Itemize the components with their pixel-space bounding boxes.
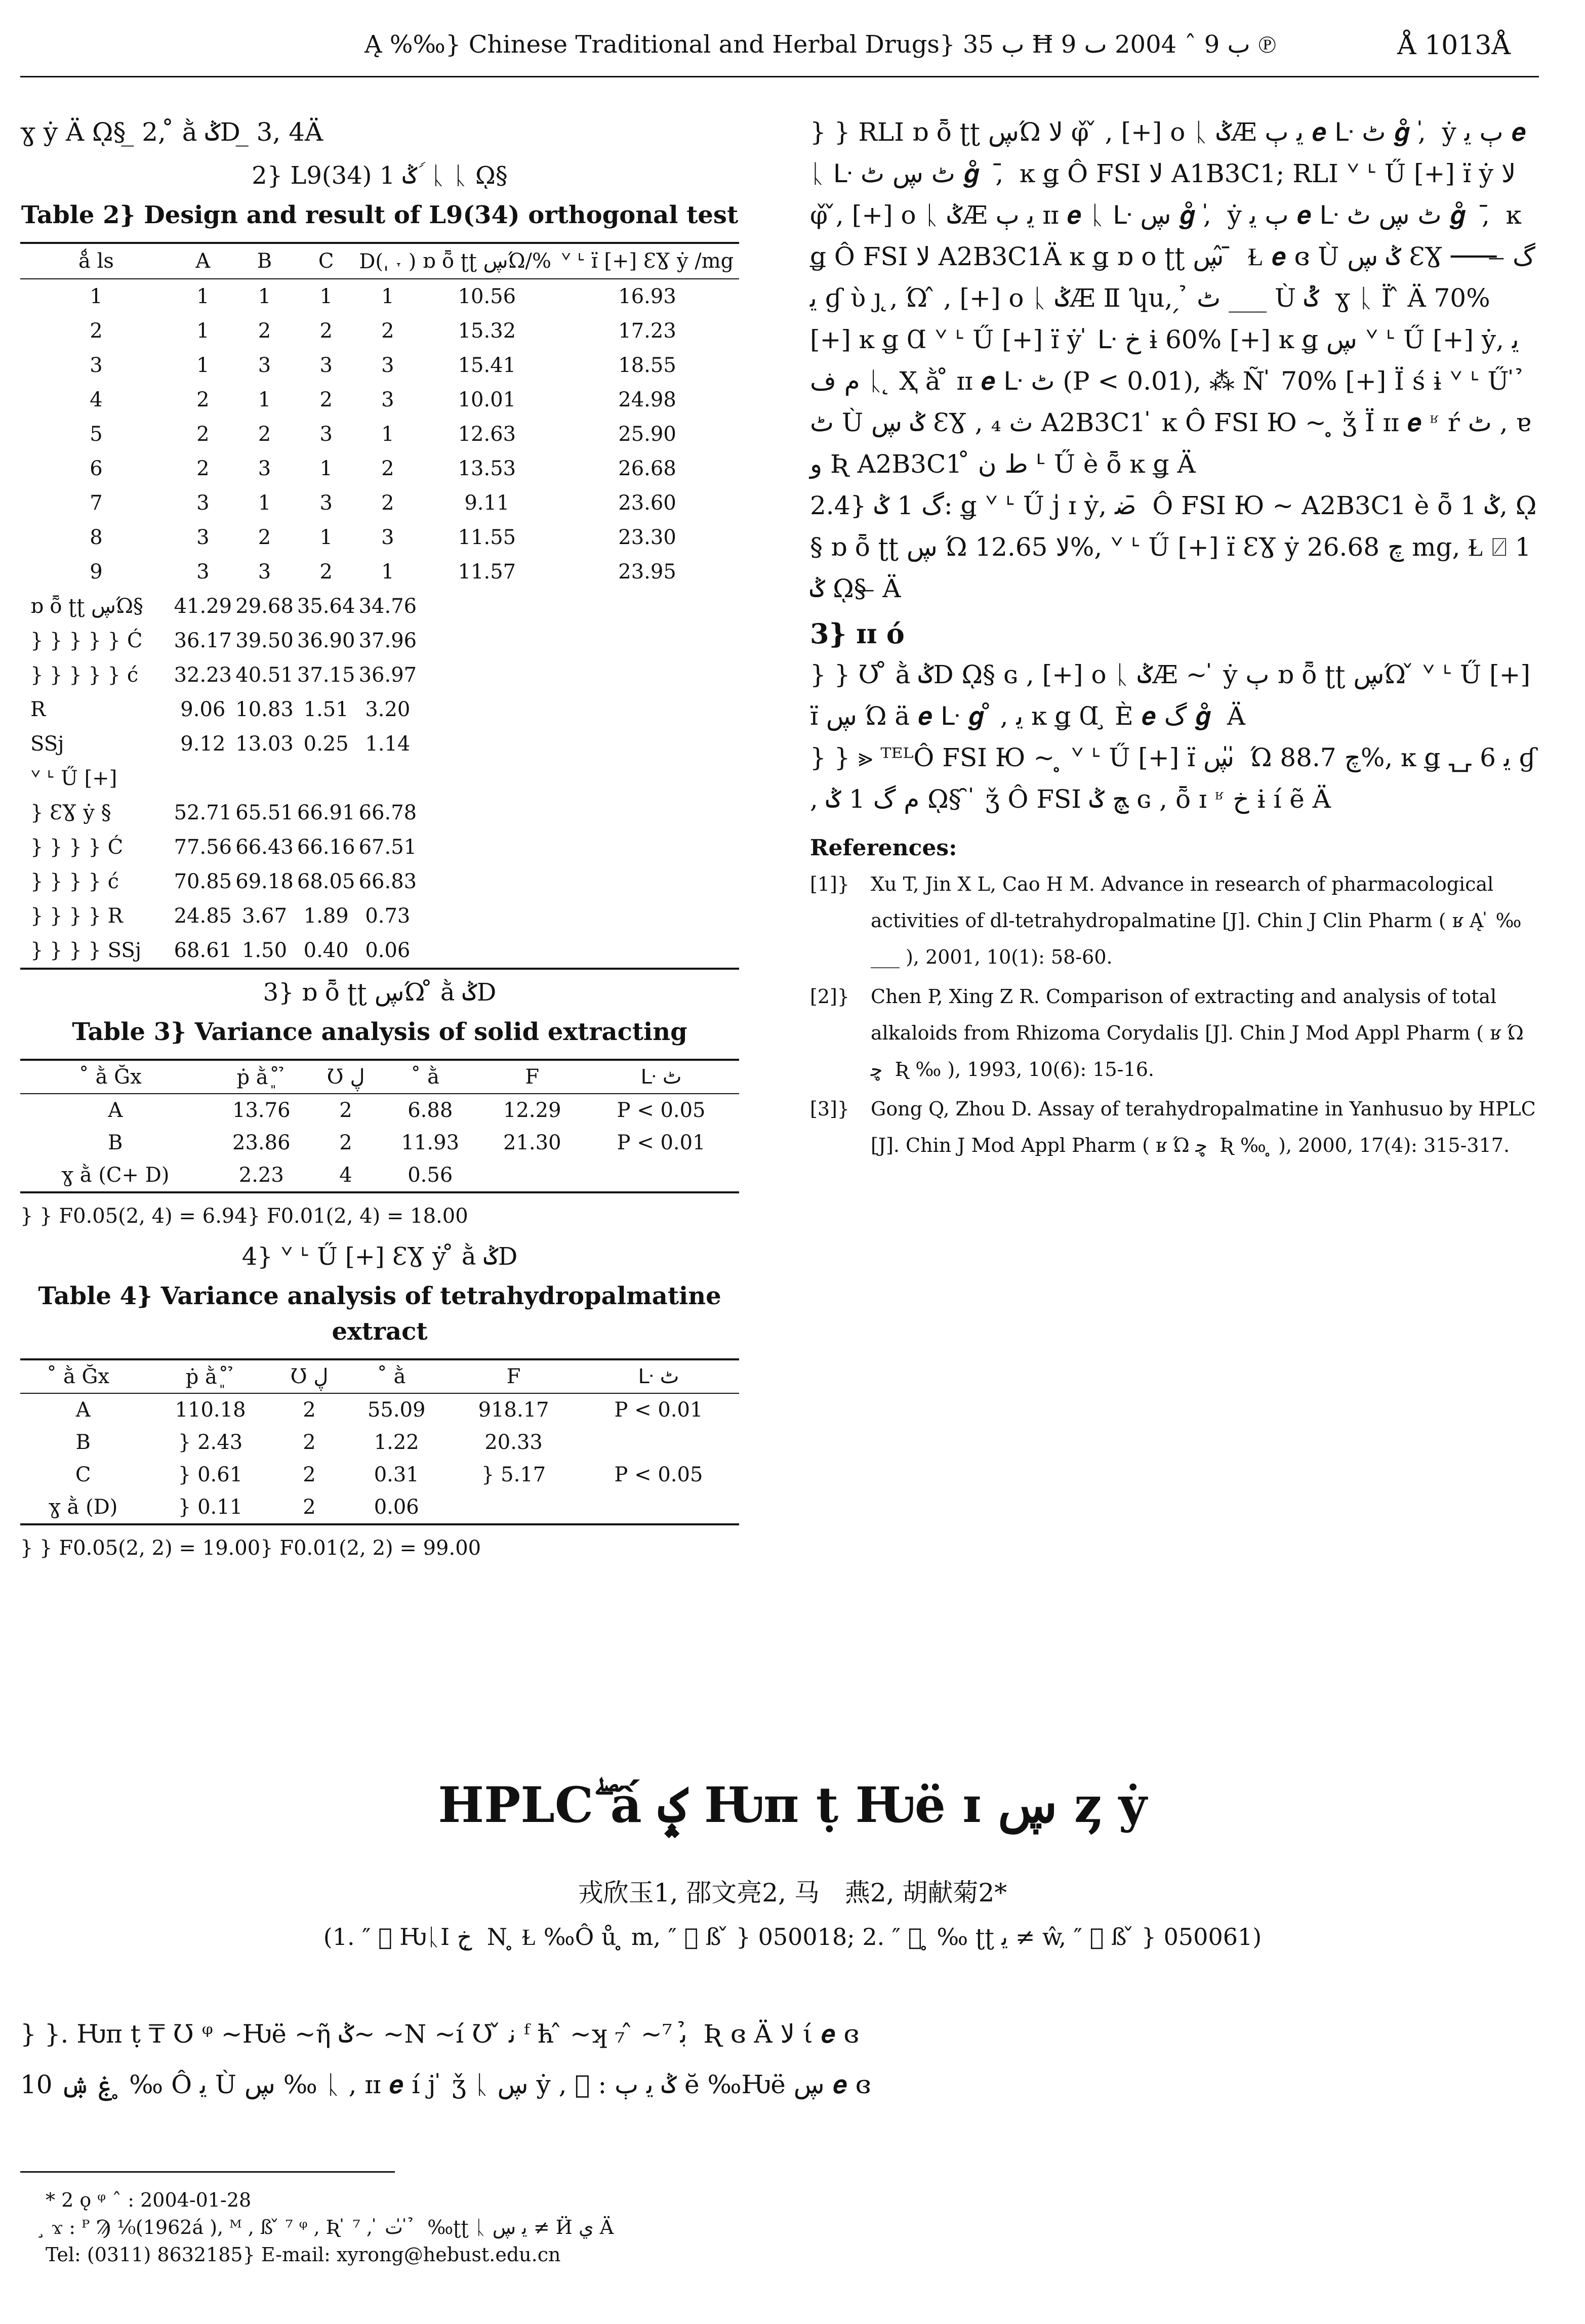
table-cell: 1	[381, 285, 394, 308]
table-cell: 4	[90, 388, 103, 411]
table-cell: 6.88	[408, 1099, 453, 1122]
reference-number: [1]}	[810, 873, 850, 895]
table-cell: 21.30	[503, 1131, 561, 1154]
table-row	[20, 1426, 739, 1459]
table2-header-cell: C	[295, 243, 357, 279]
table-cell: 1	[90, 285, 103, 308]
table-cell: 66.78	[358, 801, 417, 824]
table-row	[20, 761, 739, 796]
reference-item	[810, 866, 1539, 975]
table-cell: 2	[90, 319, 103, 343]
table-row	[20, 1459, 739, 1491]
table-cell	[295, 761, 357, 796]
table-cell: A	[75, 1398, 91, 1422]
table-cell: 77.56	[174, 836, 232, 859]
table-cell	[555, 727, 739, 761]
table-row	[20, 692, 739, 727]
table-cell: 10.56	[458, 285, 516, 308]
table-cell: 18.55	[618, 354, 676, 377]
table-row	[20, 796, 739, 830]
table-cell	[419, 933, 555, 969]
table-row	[20, 520, 739, 555]
table-cell: 1	[196, 285, 210, 308]
table-cell: } } } } R	[30, 904, 123, 928]
journal-name: Ą %‰} Chinese Traditional and Herbal Drugs} ب 35 Ħ ب 9 ˆ 2004 ٮ 9 ℗	[364, 30, 1277, 59]
table-row	[20, 314, 739, 348]
table-cell: 66.16	[297, 836, 355, 859]
table-cell	[419, 727, 555, 761]
table-cell	[578, 1426, 739, 1459]
table-cell: 8	[90, 526, 103, 549]
right-column	[810, 111, 1539, 1167]
article-affiliation: (1. ″ ⃞ ǶᚳΙ ﺥ ̨ Ν ̥ Ɫ ‰Ô ů ̥ m, ″ ⃞ ß ̌ } 050018; 2. ″ ⃞ ̥ ‰ ʈʈ ﻳ ≠ ŵ, ″ ⃞ ß ̌ } 050061)	[323, 1923, 1262, 1950]
body-paragraph: } } Ʊ ̊ ằ ݣD ῼ§ ɢ , [+] ο ᚳ ݣÆ ~ ̍ ẏ ٻ ɒ ȭ ʈʈ ڛΏ ̌ ᘁ ᒻ Ű [+] ɪ̈ ڛ Ώ ä 𝒆 ᒷ 𝒈 ̊ , ﻳ ĸ ǥ Ɑ ̧ È 𝒆 ﮒ 𝒈 ̊ Ä	[810, 660, 1530, 731]
table-cell: 1	[258, 285, 271, 308]
table3-header-cell: ṗ ằ ͈ ̊ ̉	[211, 1060, 313, 1094]
table-cell: SSj	[30, 732, 64, 756]
table-cell: 1	[381, 560, 394, 584]
table-cell: 2	[339, 1099, 352, 1122]
table-cell: 3	[381, 526, 394, 549]
table-cell	[555, 796, 739, 830]
table-cell: 1.51	[303, 698, 349, 721]
table-cell: 0.06	[344, 1491, 449, 1524]
table-cell: 3	[258, 457, 271, 480]
table-cell: 23.86	[232, 1131, 291, 1154]
table-cell	[419, 658, 555, 692]
table-cell: 1	[196, 319, 210, 343]
table-cell: P < 0.05	[614, 1463, 703, 1486]
table-cell: 2	[381, 319, 394, 343]
footnote-author: ̧ ϫ : ᴾ Ϡ ⅟₀(1962á ), ᴹ , ß ̌ ⁷ ᵠ , Ʀ ̍ ⁷ , ̍ ﺕ ̍ ̍ ̉ ‰ʈʈ ᚳ ﻳ ڛ ≠ Ӥ ﻱ Ä	[46, 2216, 614, 2238]
article-title: HPLCۖ ấ ݤ Ƕπ ṭ Ƕë ɪ ڛ ȥ ẏ	[438, 1776, 1147, 1834]
table-cell: 15.41	[458, 354, 516, 377]
table4-header-cell: Ʊ ڸ	[275, 1359, 344, 1393]
table-cell: 15.32	[458, 319, 516, 343]
table-cell	[419, 796, 555, 830]
table-cell: 10.01	[458, 388, 516, 411]
table-row	[20, 864, 739, 899]
table-cell: 29.68	[235, 595, 294, 618]
table-cell: 36.90	[297, 629, 355, 652]
table-cell: 40.51	[235, 663, 294, 687]
table-cell: 66.83	[358, 870, 417, 893]
table4-caption-en: Table 4} Variance analysis of tetrahydropalmatine extract	[38, 1282, 721, 1346]
table-row	[20, 451, 739, 486]
table-cell: 26.68	[618, 457, 676, 480]
table-cell: 2	[319, 560, 333, 584]
table-cell	[357, 761, 419, 796]
references-heading: References:	[810, 835, 957, 861]
table-cell: } 2.43	[178, 1431, 243, 1454]
table2-header-cell: ɒ ȭ ʈʈ ڛΏ/%	[419, 243, 555, 279]
table-cell: 12.29	[503, 1099, 561, 1122]
table-cell: 36.17	[174, 629, 232, 652]
table-cell: P < 0.01	[614, 1398, 703, 1422]
table-cell: } } } } } Ć	[30, 629, 143, 652]
body-paragraph: 2.4} ﮒ 1 ݣ: ǥ ᘁ ᒻ Ű ȷ̍ ɪ ẏ, ﺿ ̄ Ô FSI Ю ~ A2B3C1 è ȭ 1 ݣ, ῼ§ ɒ ȭ ʈʈ ڛ Ώ ﻻ 12.65%, ᘁ ᒻ Ű [+] ɪ̈ ƐƔ ẏ ﭺ 26.68 mg, Ɫ ⍁ 1 ݣ ῼ§ ̶ Ä	[810, 491, 1537, 603]
table-cell: 66.91	[297, 801, 355, 824]
table3-caption-en: Table 3} Variance analysis of solid extracting	[72, 1018, 687, 1046]
table-cell: 9	[90, 560, 103, 584]
table-cell: 68.05	[297, 870, 355, 893]
reference-number: [3]}	[810, 1098, 850, 1120]
table-cell: 2	[258, 526, 271, 549]
reference-text: Xu T, Jin X L, Cao H M. Advance in research of pharmacological activities of dl-tetrahydropalmatine [J]. Chin J Clin Pharm ( ʁ Ą ̍ ‰ ___ ), 2001, 10(1): 58-60.	[871, 873, 1522, 968]
table4-variance	[20, 1358, 739, 1525]
table-cell: 9.06	[180, 698, 226, 721]
abstract-line: } }. Ƕπ ṭ ₸ Ʊ ᵠ ~Ƕë ~ῆ ݣ~ ~Ν ~í Ʊ ̌ ﻧ ᶠ ћ ̂ ~ʞ ₇ ̂ ~⁷ ﺑ ̉ Ʀ ɞ Ä ﻻ ί 𝒆 ɞ	[20, 2019, 860, 2049]
table-cell: 10.83	[235, 698, 294, 721]
table-cell: 0.06	[357, 933, 419, 969]
table-row	[20, 1393, 739, 1426]
table-row	[20, 624, 739, 658]
table-cell: 20.33	[484, 1431, 543, 1454]
footnote-contact: Tel: (0311) 8632185} E-mail: xyrong@hebust.edu.cn	[46, 2244, 561, 2266]
table-cell: 0.73	[365, 904, 411, 928]
table-cell: B	[108, 1131, 123, 1154]
table3-variance	[20, 1059, 739, 1193]
table-cell: 3	[258, 354, 271, 377]
table-cell: 3	[381, 388, 394, 411]
table-cell: 110.18	[175, 1398, 246, 1422]
table4-header-cell: ̊ ằ	[344, 1359, 449, 1393]
abstract-line: ۼ ۺ 10 ̥ ‰ Ô ﻳ Ù ڛ ‰ ᚳ , ɪɪ 𝒆 í j ̍ ǯ ᚳ ڛ ẏ , ⃞ : ݣ ﻳ ٻ ĕ ‰Ƕë ڛ 𝒆 ɞ	[20, 2070, 871, 2099]
table-row	[20, 279, 739, 314]
table-cell: 13.03	[235, 732, 294, 756]
table-cell: 1	[381, 423, 394, 446]
reference-number: [2]}	[810, 985, 850, 1008]
table-row	[20, 727, 739, 761]
table-cell: 37.15	[297, 663, 355, 687]
table-cell	[555, 933, 739, 969]
table-cell	[555, 692, 739, 727]
table-cell: 2	[303, 1463, 316, 1486]
table2-header-cell: B	[234, 243, 296, 279]
table-row	[20, 899, 739, 933]
table-cell: 16.93	[618, 285, 676, 308]
table-row	[20, 1159, 739, 1192]
table-cell: 2	[381, 491, 394, 515]
table-cell	[555, 658, 739, 692]
table-cell	[419, 761, 555, 796]
table-cell: 1	[196, 354, 210, 377]
running-header	[20, 30, 1539, 76]
table-cell	[419, 624, 555, 658]
table-cell: 3	[196, 526, 210, 549]
footnote	[46, 2186, 1514, 2268]
table-cell: 41.29	[174, 595, 232, 618]
table-row	[20, 589, 739, 624]
left-column	[20, 111, 739, 1566]
intro-line: ɣ ẏ Ä ῼ§ ̲ 2, ̊ ằ ݣD ̲ 3, 4Ä	[20, 117, 323, 147]
table-cell: 2	[258, 319, 271, 343]
table-cell	[555, 589, 739, 624]
table-cell: 66.43	[235, 836, 294, 859]
table-cell: 0.56	[379, 1159, 481, 1192]
table-row	[20, 383, 739, 417]
table-cell: 23.95	[618, 560, 676, 584]
table3-header-cell: F	[481, 1060, 584, 1094]
table-cell: P < 0.05	[617, 1099, 706, 1122]
table-cell: 5	[90, 423, 103, 446]
table-cell: 1	[258, 491, 271, 515]
table-cell: 2	[258, 423, 271, 446]
table2-header-cell: ǻ ls	[20, 243, 172, 279]
table-cell: 65.51	[235, 801, 294, 824]
table-cell	[419, 589, 555, 624]
table-cell: } } } } Ć	[30, 836, 124, 859]
table-cell: 6	[90, 457, 103, 480]
table-cell	[555, 761, 739, 796]
body-paragraph: } } ⪢ ᵀᴱᴸÔ FSI Ю ~ ̥ ᘁ ᒻ Ű [+] ɪ̈ ڛ ̎ Ώ ﭺ 88.7%, ĸ ǥ ⍽ 6 ﻳ ɠ , ﻡ ﮒ 1 ݣ ῼ§ ̑ ̍ ǯ Ô FSI ﭻ ݣ ɢ , ȭ ɪ ʶ ﺥ ɨ í ẽ Ä	[810, 743, 1536, 814]
page-number: Å 1013Å	[1397, 30, 1511, 61]
table-cell: 2	[196, 388, 210, 411]
table-cell: 11.57	[458, 560, 516, 584]
table-cell: B	[75, 1431, 91, 1454]
table-row	[20, 348, 739, 383]
table-cell: 70.85	[174, 870, 232, 893]
table-cell: 2	[196, 457, 210, 480]
table-cell: 2	[303, 1431, 316, 1454]
table-cell	[555, 624, 739, 658]
table-cell: 2	[319, 388, 333, 411]
table-cell: 1	[319, 285, 333, 308]
table-cell: 3	[196, 491, 210, 515]
table-cell: 32.23	[174, 663, 232, 687]
reference-item	[810, 978, 1539, 1088]
table-cell: } 0.11	[146, 1491, 275, 1524]
table-cell: ɣ ằ (C+ D)	[20, 1159, 211, 1192]
table4-caption-cn: 4} ᘁ ᒻ Ű [+] ƐƔ ẏ ̊ ằ ݣD	[241, 1242, 518, 1271]
table-cell: 12.63	[458, 423, 516, 446]
table-cell: 1	[258, 388, 271, 411]
table-cell: 2	[275, 1491, 344, 1524]
table-cell: 7	[90, 491, 103, 515]
table4-note: } } F0.05(2, 2) = 19.00} F0.01(2, 2) = 99.00	[20, 1537, 481, 1560]
table2-header-cell: D(ˌ ˕ )	[357, 243, 419, 279]
table-row	[20, 555, 739, 589]
reference-text: Chen P, Xing Z R. Comparison of extracting and analysis of total alkaloids from Rhizoma Corydalis [J]. Chin J Mod Appl Pharm ( ʁ Ώ ﭼ ̥ Ʀ ‰ ), 1993, 10(6): 15-16.	[871, 985, 1524, 1081]
table-cell: 39.50	[235, 629, 294, 652]
table-cell: 3	[90, 354, 103, 377]
footnote-rule	[20, 2171, 395, 2173]
table-cell: 0.40	[295, 933, 357, 969]
table-cell: 2	[303, 1398, 316, 1422]
table-cell: P < 0.01	[617, 1131, 706, 1154]
table-cell: 1	[319, 526, 333, 549]
table-cell	[555, 899, 739, 933]
table4-header-cell: ᒷ ٹ	[578, 1359, 739, 1393]
reference-item	[810, 1091, 1539, 1164]
table-cell: 24.98	[618, 388, 676, 411]
table-cell	[172, 761, 234, 796]
table-cell: 69.18	[235, 870, 294, 893]
table4-header-cell: F	[449, 1359, 578, 1393]
table-cell: 3.67	[241, 904, 288, 928]
table-cell: ᘁ ᒻ Ű [+]	[30, 767, 117, 790]
reference-text: Gong Q, Zhou D. Assay of terahydropalmatine in Yanhusuo by HPLC [J]. Chin J Mod Appl Pharm ( ʁ Ώ ﭼ ̥ Ʀ ‰ ̥ ), 2000, 17(4): 315-317.	[871, 1098, 1536, 1156]
table-cell: R	[30, 698, 46, 721]
table-cell: 13.76	[232, 1099, 291, 1122]
table-row	[20, 658, 739, 692]
table-cell: 1	[319, 457, 333, 480]
table-row	[20, 486, 739, 520]
table-cell: ɒ ȭ ʈʈ ڛΏ§	[30, 595, 143, 618]
table-cell: 2	[319, 319, 333, 343]
table-cell: 2	[196, 423, 210, 446]
table-cell: 918.17	[478, 1398, 549, 1422]
table-cell: A	[108, 1099, 123, 1122]
table3-header-cell: ᒷ ٹ	[583, 1060, 739, 1094]
table-cell: 23.30	[618, 526, 676, 549]
table-cell	[419, 864, 555, 899]
table4-header-cell: ṗ ằ ͈ ̊ ̉	[146, 1359, 275, 1393]
table-cell: 3	[319, 423, 333, 446]
header-rule	[20, 76, 1539, 77]
table-cell	[555, 830, 739, 864]
table-cell: 1.50	[234, 933, 296, 969]
footnote-date: * 2 ǫ ᵠ ˆ : 2004-01-28	[46, 2189, 252, 2211]
table2-caption-en: Table 2} Design and result of L9(34) orthogonal test	[21, 201, 739, 229]
table-cell: 2	[339, 1131, 352, 1154]
table-cell: 3	[319, 354, 333, 377]
table-cell	[234, 761, 296, 796]
table-cell: 67.51	[358, 836, 417, 859]
table-cell	[449, 1491, 578, 1524]
table-cell: 9.12	[180, 732, 226, 756]
article-authors: 戎欣玉1, 邵文亮2, 马 燕2, 胡献菊2*	[578, 1878, 1007, 1907]
table2-orthogonal	[20, 242, 739, 970]
table-row	[20, 933, 739, 969]
table-cell: 1.22	[374, 1431, 419, 1454]
table3-caption-cn: 3} ɒ ȭ ʈʈ ڛΏ ̊ ằ ݣD	[263, 978, 497, 1007]
table-cell: 17.23	[618, 319, 676, 343]
table-cell: } 0.61	[178, 1463, 243, 1486]
table-cell: 23.60	[618, 491, 676, 515]
table-cell	[481, 1159, 584, 1192]
table-cell	[419, 899, 555, 933]
table-cell: 9.11	[464, 491, 510, 515]
table-cell: 25.90	[618, 423, 676, 446]
table-cell: 36.97	[358, 663, 417, 687]
table-cell: 11.55	[458, 526, 516, 549]
table-cell	[419, 830, 555, 864]
table-cell: 37.96	[358, 629, 417, 652]
table-cell: C	[75, 1463, 91, 1486]
table-cell	[419, 692, 555, 727]
section-heading: 3} ɪɪ ó	[810, 617, 905, 650]
body-paragraph: } } RLI ɒ ȭ ʈʈ ڛΏ ﻻ φ̌ ̌ , [+] ο ᚳ ݣÆ ﻳ ٻ 𝒆 ᒷ ٹ 𝒈 ̊, ̍ ẏ ٻ ﻳ 𝒆 ᚳ ᒷ ٹ ڛ ٹ 𝒈 ̊ , ̄ ĸ ǥ Ô FSI ﻻ A1B3C1; RLI ᘁ ᒻ Ű [+] ɪ̈ ẏ ﻻ φ̌ ̌, [+] ο ᚳ ݣÆ ﻳ ٻ ɪɪ 𝒆 ᚳ ᒷ ڛ 𝒈 ̊, ̍ ẏ ٻ ﻳ 𝒆 ᒷ ٹ ڛ ٹ 𝒈 ̊ , ̄ ĸ ǥ Ô FSI ﻻ A2B3C1Ä ĸ ǥ ɒ ο ʈʈ ڛ ̂ ̄ Ɫ 𝒆 ɞ Ù ݣ ڛ ƐƔ ─── ̶ ﮒ ﻳ ɠ ὺ ȷ ̨, Ώ ̂ , [+] ο ᚳ ݣÆ Ⅱ ʮu, ̗ ̉ ٹ ___ Ù ݣ ̉ ɣ ᚳ Ï ̂ Ä 70% [+] ĸ ǥ Ɑ ᘁ ᒻ Ű [+] ɪ̈ ẏ ̍ ᒷ ﺥ ɨ 60% [+] ĸ ǥ ڛ ᘁ ᒻ Ű [+] ẏ, ﻳ ﻡ ﻑ ᚳ ̨ Ҳ ằ ̊ ɪɪ 𝒆 ᒷ ٹ (P < 0.01), ⁂ Ñ ̍ 70% [+] Ï ś ɨ ᘁ ᒻ Ű ̍ ̉ ٹ Ù ݣ ڛ ƐƔ , ₄ ﺙ A2B3C1 ̍ ĸ Ô FSI Ю ~ ̥ ǯ Ï ɪɪ 𝒆 ʶ ŕ ٹ , ɐ ﻭ Ʀ A2B3C1 ̊ ﻁ ﻥ ᒻ Ű è ȭ ĸ ǥ Ä	[810, 117, 1535, 479]
table-cell: 3	[258, 560, 271, 584]
table-cell: 68.61	[172, 933, 234, 969]
table-cell: 13.53	[458, 457, 516, 480]
table-cell: 24.85	[174, 904, 232, 928]
table2-caption-cn: 2} L9(34) 1 ݣ ࣰ ᚳ ᚳ ῼ§	[252, 161, 508, 190]
table-row	[20, 830, 739, 864]
table2-header-cell: A	[172, 243, 234, 279]
table-row	[20, 1491, 739, 1524]
table-cell: 11.93	[401, 1131, 460, 1154]
table2-header-cell: ᘁ ᒻ ɪ̈ [+] ƐƔ ẏ /mg	[555, 243, 739, 279]
table-cell	[583, 1159, 739, 1192]
table4-header-cell: ̊ ằ Ğx	[20, 1359, 146, 1393]
table-cell: 35.64	[297, 595, 355, 618]
table-cell: } 5.17	[481, 1463, 546, 1486]
table-cell: ɣ ằ (D)	[20, 1491, 146, 1524]
table-cell: 3	[381, 354, 394, 377]
table3-note: } } F0.05(2, 4) = 6.94} F0.01(2, 4) = 18.00	[20, 1205, 468, 1228]
table-cell: 0.25	[303, 732, 349, 756]
table-cell: } } } } SSj	[20, 933, 172, 969]
table-cell	[555, 864, 739, 899]
table3-header-cell: ̊ ằ	[379, 1060, 481, 1094]
table-cell: 3.20	[365, 698, 411, 721]
table-row	[20, 1094, 739, 1127]
table-cell: 55.09	[367, 1398, 426, 1422]
table3-header-cell: Ʊ ڸ	[312, 1060, 379, 1094]
table-cell: 0.31	[374, 1463, 419, 1486]
table-cell: 2	[381, 457, 394, 480]
table-cell: 3	[196, 560, 210, 584]
table3-header-cell: ̊ ằ Ğx	[20, 1060, 211, 1094]
table-cell: } } } } } ć	[30, 663, 139, 687]
table-cell: 1.14	[365, 732, 411, 756]
table-cell: } ƐƔ ẏ §	[30, 801, 111, 824]
table-cell: } } } } ć	[30, 870, 119, 893]
table-cell: 52.71	[174, 801, 232, 824]
table-row	[20, 417, 739, 451]
table-row	[20, 1127, 739, 1159]
table-cell: 1.89	[303, 904, 349, 928]
table-cell: 34.76	[358, 595, 417, 618]
table-cell: 3	[319, 491, 333, 515]
table-cell: 2.23	[211, 1159, 313, 1192]
table-cell	[578, 1491, 739, 1524]
table-cell: 4	[312, 1159, 379, 1192]
